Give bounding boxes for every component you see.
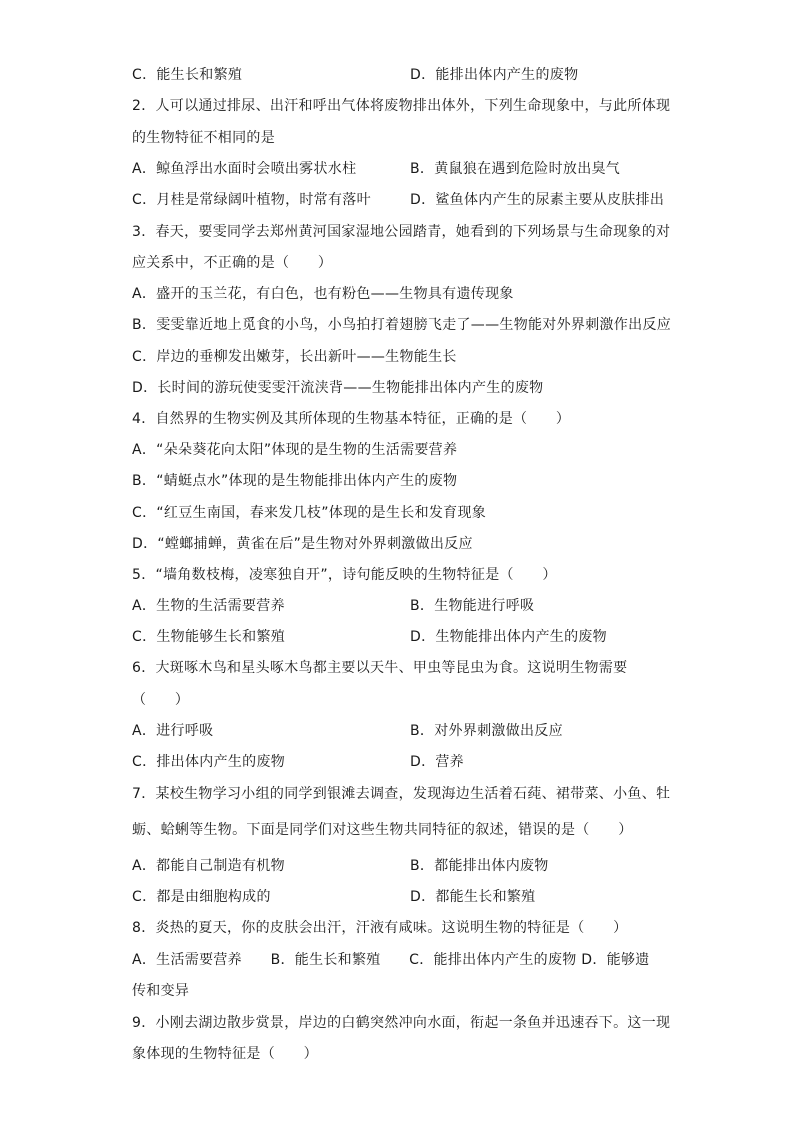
q7-option-a: A．都能自己制造有机物: [132, 858, 285, 874]
q4-stem: 4．自然界的生物实例及其所体现的生物基本特征，正确的是（ ）: [132, 411, 571, 427]
q7-option-c: C．都是由细胞构成的: [132, 889, 271, 905]
q2-option-a: A．鲸鱼浮出水面时会喷出雾状水柱: [132, 161, 357, 177]
q7-stem-line1: 7．某校生物学习小组的同学到银滩去调查，发现海边生活着石莼、裙带菜、小鱼、牡: [132, 786, 671, 802]
q9-stem-line1: 9．小刚去湖边散步赏景，岸边的白鹤突然冲向水面，衔起一条鱼并迅速吞下。这一现: [132, 1015, 671, 1031]
q6-option-d: D．营养: [410, 754, 464, 770]
q9-stem-line2: 象体现的生物特征是（ ）: [132, 1046, 318, 1062]
q5-option-d: D．生物能排出体内产生的废物: [410, 629, 607, 645]
q8-options-line1: A．生活需要营养 B．能生长和繁殖 C．能排出体内产生的废物 D．能够遗: [132, 952, 650, 968]
q6-option-b: B．对外界刺激做出反应: [410, 723, 563, 739]
q5-option-c: C．生物能够生长和繁殖: [132, 629, 286, 645]
q8-options-line2: 传和变异: [132, 983, 190, 999]
q5-option-b: B．生物能进行呼吸: [410, 598, 535, 614]
q4-option-b: B．“蜻蜓点水”体现的是生物能排出体内产生的废物: [132, 473, 458, 489]
q1-option-d: D．能排出体内产生的废物: [410, 67, 579, 83]
q2-stem-line1: 2．人可以通过排尿、出汗和呼出气体将废物排出体外，下列生命现象中，与此所体现: [132, 98, 671, 114]
q3-option-c: C．岸边的垂柳发出嫩芽，长出新叶——生物能生长: [132, 349, 457, 365]
q3-stem-line1: 3．春天，要雯同学去郑州黄河国家湿地公园踏青，她看到的下列场景与生命现象的对: [132, 224, 671, 240]
q2-option-d: D．鲨鱼体内产生的尿素主要从皮肤排出: [410, 192, 665, 208]
q6-stem-line2: （ ）: [132, 692, 190, 708]
q7-stem-line2: 蛎、蛤蜊等生物。下面是同学们对这些生物共同特征的叙述，错误的是（ ）: [132, 822, 633, 838]
q5-stem: 5．“墙角数枝梅，凌寒独自开”，诗句能反映的生物特征是（ ）: [132, 567, 557, 583]
q4-option-d: D．“螳螂捕蝉，黄雀在后”是生物对外界刺激做出反应: [132, 536, 473, 552]
q5-option-a: A．生物的生活需要营养: [132, 598, 285, 614]
q2-stem-line2: 的生物特征不相同的是: [132, 130, 275, 146]
q7-option-b: B．都能排出体内废物: [410, 858, 549, 874]
q3-stem-line2: 应关系中，不正确的是（ ）: [132, 255, 333, 271]
q8-stem: 8．炎热的夏天，你的皮肤会出汗，汗液有咸味。这说明生物的特征是（ ）: [132, 920, 628, 936]
q3-option-a: A．盛开的玉兰花，有白色，也有粉色——生物具有遗传现象: [132, 286, 514, 302]
q4-option-c: C．“红豆生南国，春来发几枝”体现的是生长和发育现象: [132, 505, 487, 521]
q4-option-a: A．“朵朵葵花向太阳”体现的是生物的生活需要营养: [132, 442, 458, 458]
q6-stem-line1: 6．大斑啄木鸟和星头啄木鸟都主要以天牛、甲虫等昆虫为食。这说明生物需要: [132, 660, 628, 676]
q3-option-d: D．长时间的游玩使雯雯汗流浃背——生物能排出体内产生的废物: [132, 380, 544, 396]
q2-option-c: C．月桂是常绿阔叶植物，时常有落叶: [132, 192, 371, 208]
q6-option-a: A．进行呼吸: [132, 723, 214, 739]
q6-option-c: C．排出体内产生的废物: [132, 754, 286, 770]
q1-option-c: C．能生长和繁殖: [132, 67, 243, 83]
q7-option-d: D．都能生长和繁殖: [410, 889, 536, 905]
q3-option-b: B．雯雯靠近地上觅食的小鸟，小鸟拍打着翅膀飞走了——生物能对外界刺激作出反应: [132, 317, 672, 333]
q2-option-b: B．黄鼠狼在遇到危险时放出臭气: [410, 161, 621, 177]
